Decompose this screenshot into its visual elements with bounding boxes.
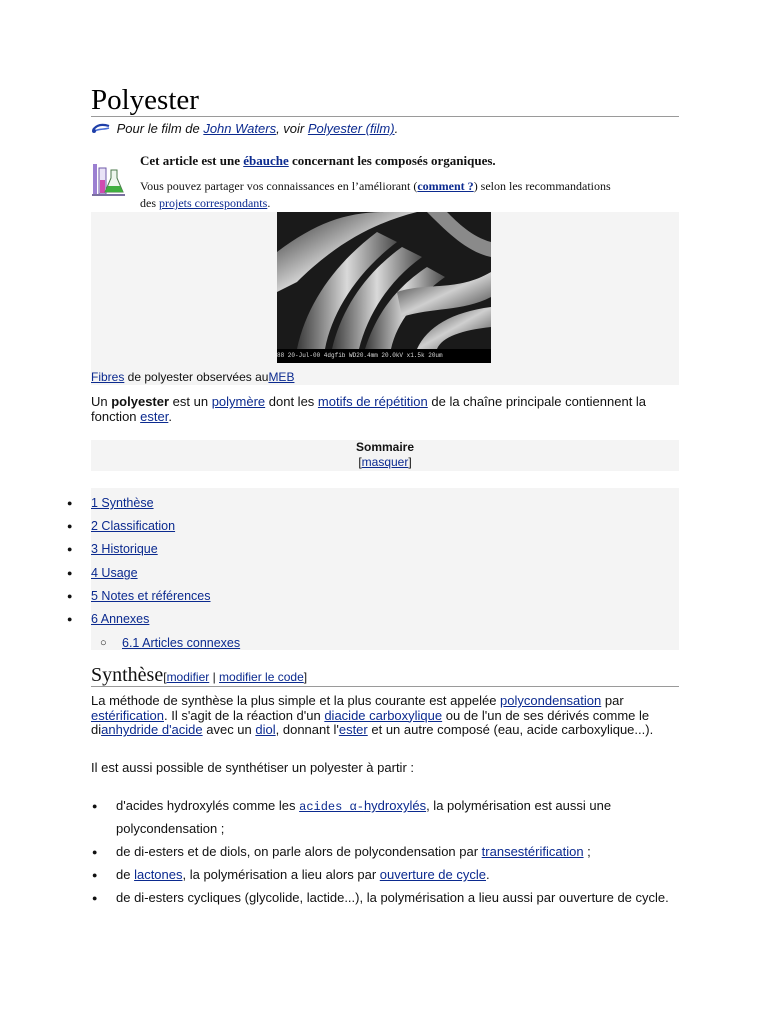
anhydride-acide-link[interactable]: anhydride d'acide [101,722,203,737]
intro-text: de la chaîne principale contiennent la fonction [91,394,647,424]
hatnote [91,120,398,139]
section-edit-links [163,670,307,684]
toc-item-classification[interactable]: 2 Classification [91,519,176,533]
toc-header [91,440,679,471]
section-title: Synthèse [91,664,164,686]
stub-description [140,178,680,212]
ester-link[interactable]: ester [140,409,169,424]
toc-subitem-articles-connexes[interactable]: 6.1 Articles connexes [122,636,241,650]
motifs-de-repetition-link[interactable]: motifs de répétition [317,394,428,409]
ebauche-link[interactable]: ébauche [243,153,289,168]
list-text: de di-esters et de diols, on parle alors de polycondensation par [116,844,482,859]
modifier-link[interactable]: modifier [166,670,210,684]
chemistry-flask-icon [91,162,127,198]
sem-info-bar: 88 20-Jul-00 4dgfib WD20.4mm 20.0kV x1.5k 20um [277,349,491,363]
sub-bullet: ○ [100,637,107,649]
list-item [116,795,676,840]
caption-text: de polyester observées au [124,370,269,384]
list-text: , la polymérisation a lieu alors par [182,867,380,882]
list-text: . [486,867,490,882]
stub-line1-suffix: concernant les composés organiques. [288,153,496,168]
para-text: , donnant l' [275,722,339,737]
page-title: Polyester [91,82,679,117]
lactones-link[interactable]: lactones [134,867,183,882]
diol-link[interactable]: diol [255,722,276,737]
bullet: ● [92,801,98,811]
bracket: ] [408,455,412,469]
john-waters-link[interactable]: John Waters [203,121,277,136]
polycondensation-link[interactable]: polycondensation [500,693,602,708]
sem-image[interactable] [277,212,491,363]
stub-line2-prefix: Vous pouvez partager vos connaissances en l’améliorant ( [140,179,418,193]
list-text: , la polymérisation est aussi une polycondensation ; [116,798,612,836]
bullet: ● [67,544,73,554]
stub-title [140,152,680,170]
list-item [116,841,676,863]
bracket: ] [303,670,308,684]
bracket: [ [358,455,362,469]
comment-link[interactable]: comment ? [417,179,474,193]
transesterification-link[interactable]: transestérification [481,844,584,859]
esterification-link[interactable]: estérification [91,707,164,723]
fibres-link[interactable]: Fibres [91,370,125,384]
bullet: ● [92,847,98,857]
intro-text: Un [91,394,112,409]
figure-box [91,212,679,385]
para-text: avec un [202,722,256,737]
bullet: ● [67,521,73,531]
para-text: et un autre composé (eau, acide carboxylique...). [367,722,654,737]
stub-line3-suffix: . [267,196,271,210]
acides-hydroxyles-link[interactable]: hydroxylés [363,798,427,813]
list-item: de di-esters cycliques (glycolide, lactide...), la polymérisation a lieu aussi par ouverture de cycle. [116,890,669,905]
bullet: ● [67,614,73,624]
list-item [116,864,676,886]
list-text: d'acides hydroxylés comme les [116,798,300,813]
meb-link[interactable]: MEB [268,370,295,384]
toc-item-historique[interactable]: 3 Historique [91,542,158,556]
polymere-link[interactable]: polymère [211,394,266,409]
ouverture-de-cycle-link[interactable]: ouverture de cycle [379,867,486,882]
separator: | [209,670,220,684]
bullet: ● [67,591,73,601]
toc-title: Sommaire [355,440,415,454]
intro-paragraph [91,394,679,424]
bullet: ● [92,870,98,880]
list-text: de [116,867,135,882]
para-text: La méthode de synthèse la plus simple et la plus courante est appelée [91,693,501,708]
toc-toggle [91,454,679,470]
diacide-carboxylique-link[interactable]: diacide carboxylique [324,707,443,723]
intro-text: dont les [265,394,318,409]
hatnote-suffix: . [394,121,399,136]
stub-line3-prefix: des [140,196,159,210]
stub-line1-prefix: Cet article est une [140,153,244,168]
intro-text: . [168,409,172,424]
synthesis-paragraph-2: Il est aussi possible de synthétiser un polyester à partir : [91,760,414,775]
bracket: [ [163,670,167,684]
bullet: ● [92,893,98,903]
intro-text: est un [169,394,212,409]
bullet: ● [67,498,73,508]
para-text: ou de l'un de ses dérivés comme le di [91,707,650,737]
hatnote-prefix: Pour le film de [116,121,204,136]
toc-item-usage[interactable]: 4 Usage [91,566,138,580]
para-text: . Il s'agit de la réaction d'un [163,707,325,723]
toc-item-synthese[interactable]: 1 Synthèse [91,496,154,510]
acides-hydroxyles-link-prefix[interactable]: acides α- [299,800,364,814]
hatnote-mid: , voir [276,121,308,136]
para-text: par [601,693,624,708]
intro-bold-term: polyester [111,394,170,409]
bullet: ● [67,568,73,578]
ester-link-2[interactable]: ester [338,722,368,737]
toc-item-annexes[interactable]: 6 Annexes [91,612,150,626]
section-heading [91,664,679,687]
figure-caption [91,369,294,385]
projets-correspondants-link[interactable]: projets correspondants [159,196,268,210]
toc-list [67,488,679,650]
toc-item-notes[interactable]: 5 Notes et références [91,589,211,603]
synthesis-paragraph [91,694,681,738]
disambiguation-icon [91,121,113,139]
toc-hide-link[interactable]: masquer [361,455,409,469]
stub-notice [91,150,679,212]
stub-line2-suffix: ) selon les recommandations [473,179,611,193]
polyester-film-link[interactable]: Polyester (film) [307,121,395,136]
modifier-le-code-link[interactable]: modifier le code [219,670,304,684]
list-text: ; [583,844,591,859]
